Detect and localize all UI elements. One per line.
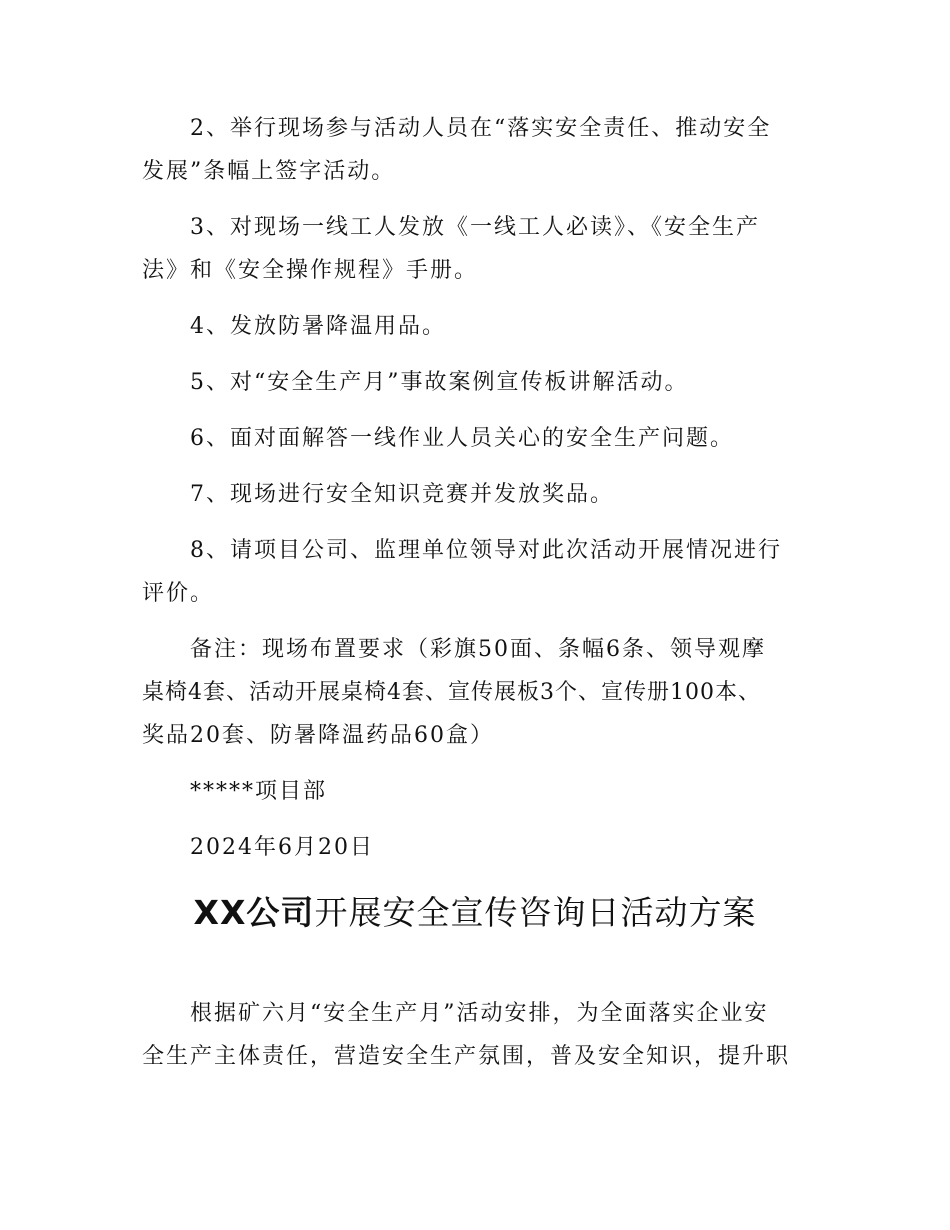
intro-line-2: 全生产主体责任，营造安全生产氛围，普及安全知识，提升职	[142, 1044, 791, 1069]
note-line-3: 奖品20套、防暑降温药品60盒）	[142, 723, 494, 748]
signature-date: 2024年6月20日	[190, 835, 374, 860]
title-company: XX公司	[193, 893, 315, 932]
title-main: 开展安全宣传咨询日活动方案	[314, 893, 757, 932]
item-3-line-2: 法》和《安全操作规程》手册。	[142, 258, 479, 283]
item-4: 4、发放防暑降温用品。	[190, 314, 446, 339]
item-8-line-2: 评价。	[142, 581, 215, 606]
note-line-2: 桌椅4套、活动开展桌椅4套、宣传展板3个、宣传册100本、	[142, 680, 761, 705]
intro-line-1: 根据矿六月“安全生产月”活动安排，为全面落实企业安	[190, 1001, 769, 1026]
item-7: 7、现场进行安全知识竞赛并发放奖品。	[190, 482, 614, 507]
item-2-line-1: 2、举行现场参与活动人员在“落实安全责任、推动安全	[190, 116, 772, 141]
item-6: 6、面对面解答一线作业人员关心的安全生产问题。	[190, 426, 734, 451]
note-line-1: 备注：现场布置要求（彩旗50面、条幅6条、领导观摩	[190, 637, 766, 662]
second-document-title	[0, 892, 950, 934]
item-5: 5、对“安全生产月”事故案例宣传板讲解活动。	[190, 370, 689, 395]
item-2-line-2: 发展”条幅上签字活动。	[142, 159, 396, 184]
signature-department: *****项目部	[190, 779, 328, 804]
item-8-line-1: 8、请项目公司、监理单位领导对此次活动开展情况进行	[190, 538, 782, 563]
item-3-line-1: 3、对现场一线工人发放《一线工人必读》、《安全生产	[190, 215, 760, 240]
